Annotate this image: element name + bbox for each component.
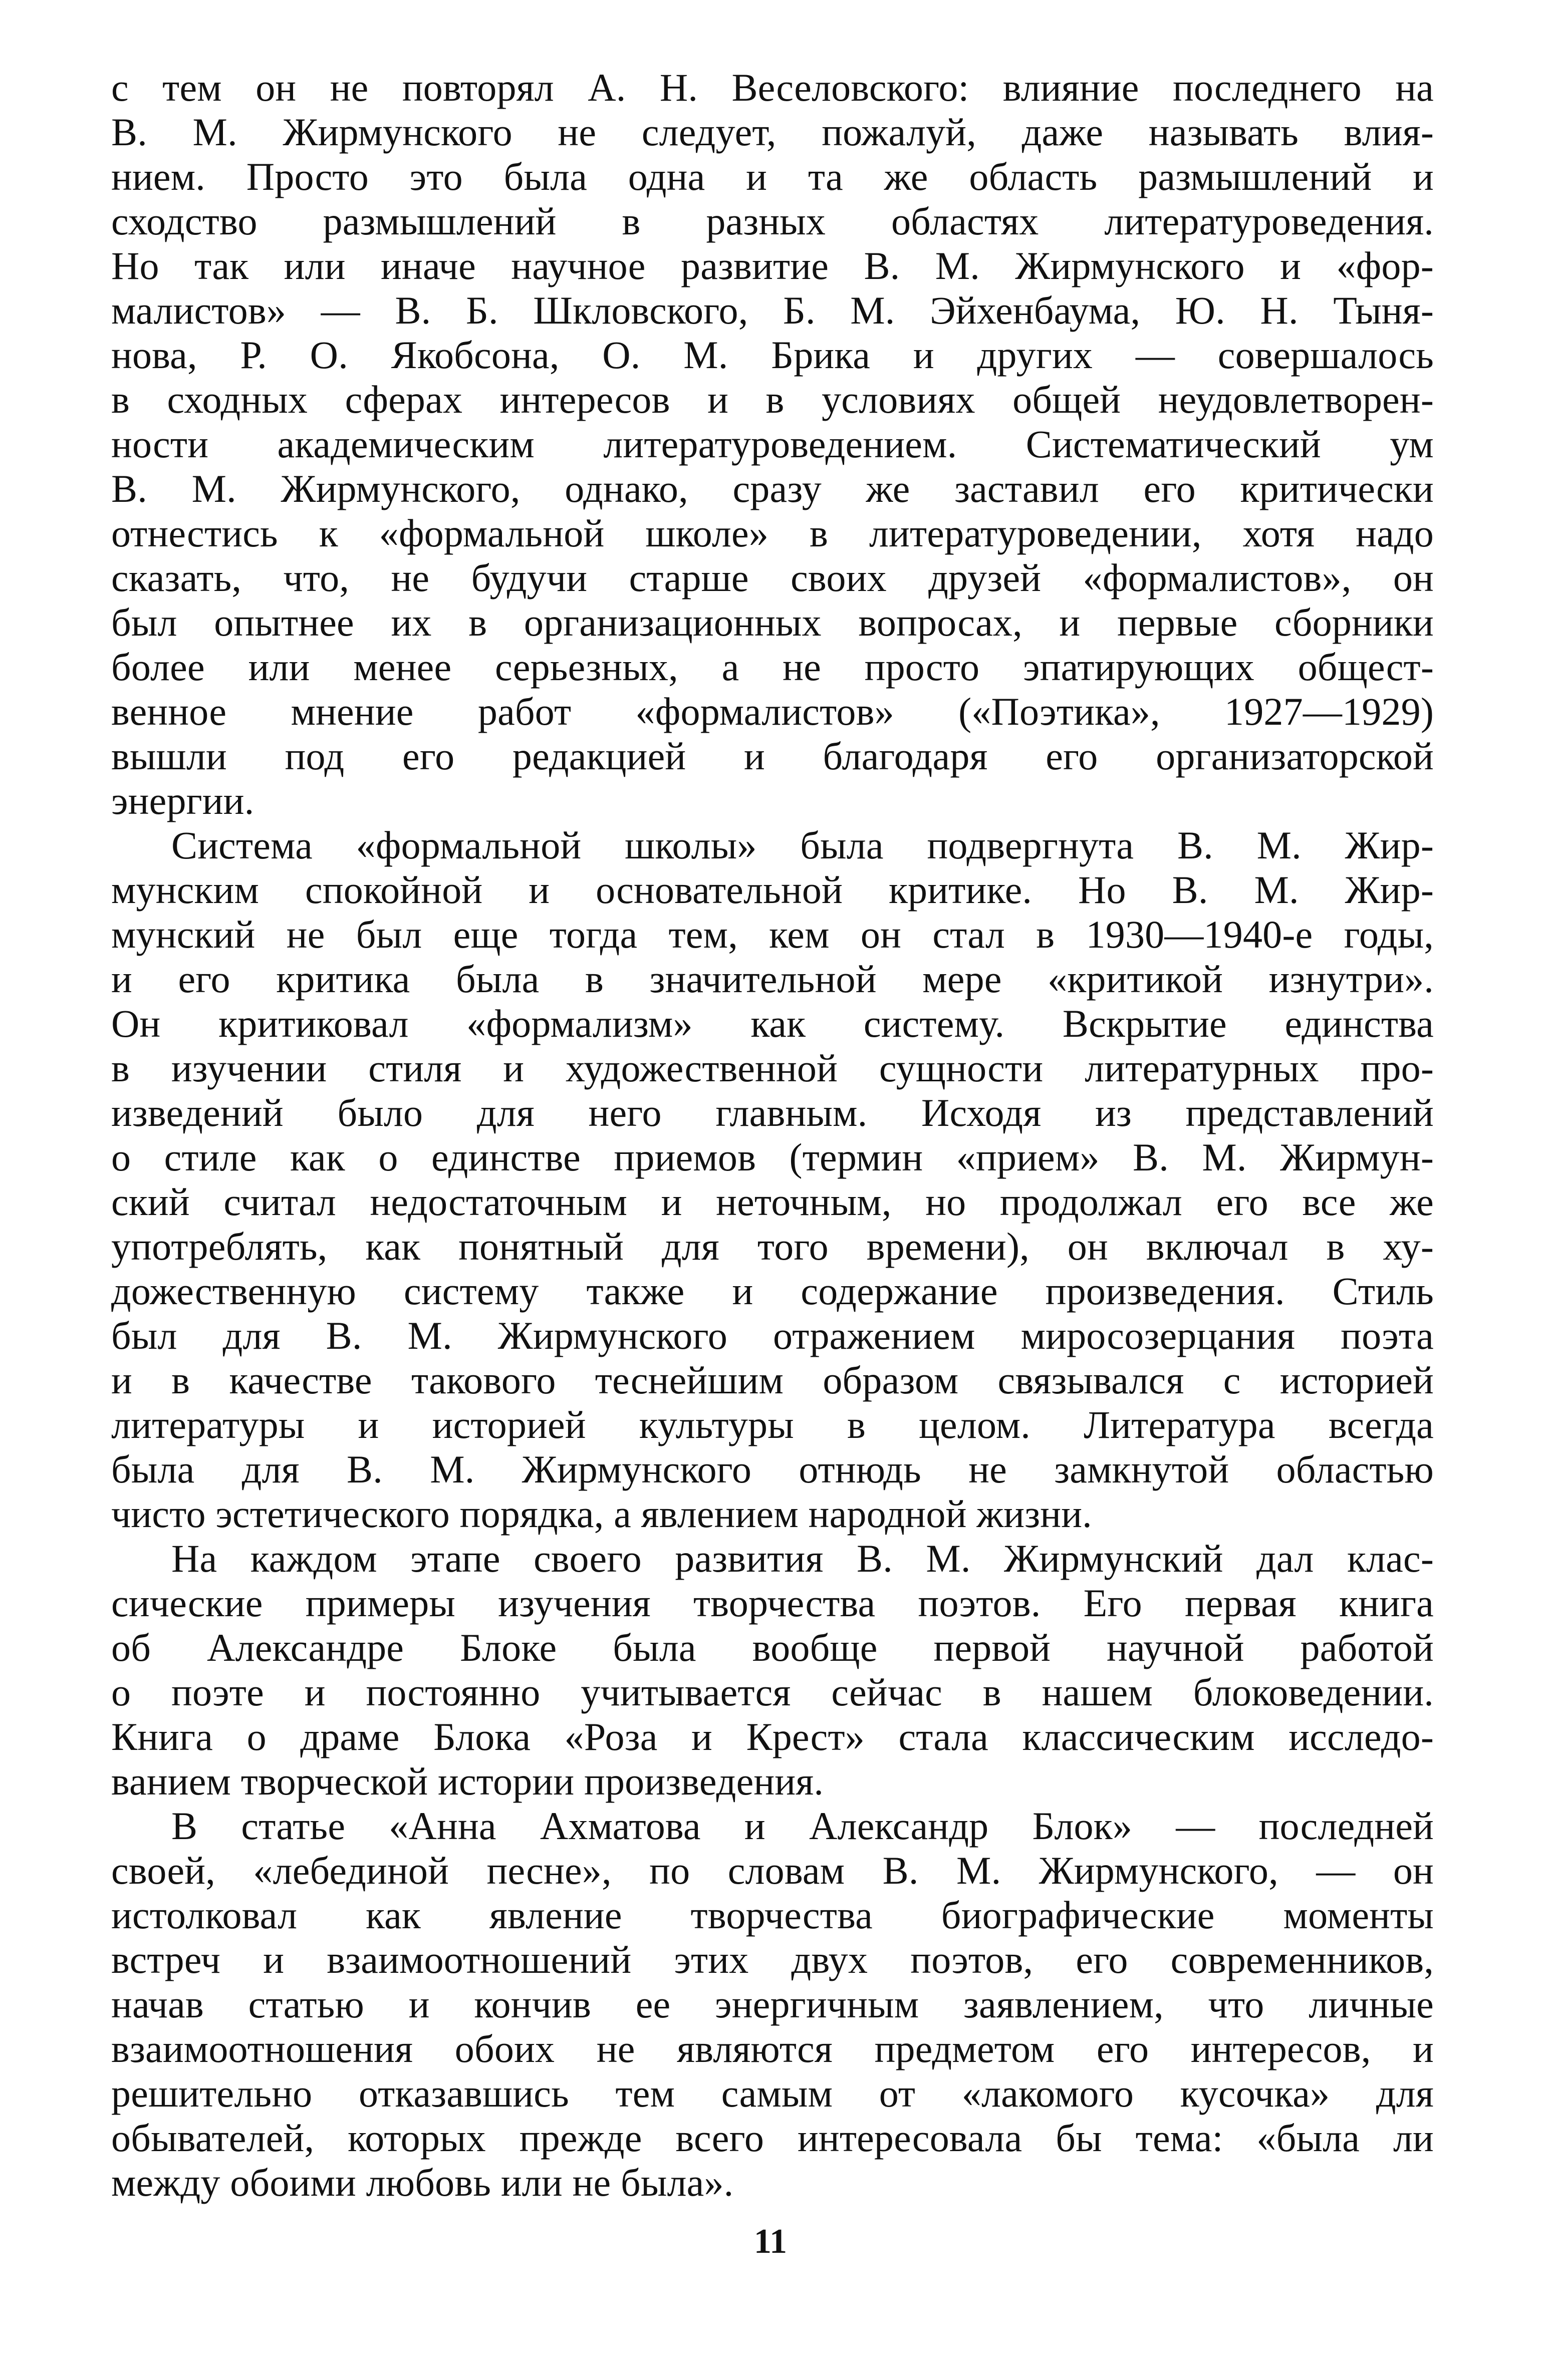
text-line: мунский не был еще тогда тем, кем он стал в 1930—1940-е годы, [111, 913, 1434, 956]
text-line: более или менее серьезных, а не просто эпатирующих общест- [111, 645, 1434, 689]
text-line: употреблять, как понятный для того времени), он включал в ху- [111, 1225, 1434, 1268]
text-line: В. М. Жирмунского, однако, сразу же заставил его критически [111, 467, 1434, 510]
text-line: взаимоотношения обоих не являются предметом его интересов, и [111, 2027, 1434, 2070]
paragraph [111, 823, 1434, 1536]
text-line: об Александре Блоке была вообще первой научной работой [111, 1626, 1434, 1669]
text-line: ности академическим литературоведением. Систематический ум [111, 422, 1434, 466]
text-line: изведений было для него главным. Исходя из представлений [111, 1091, 1434, 1134]
paragraph [111, 1804, 1434, 2205]
text-line: ский считал недостаточным и неточным, но продолжал его все же [111, 1180, 1434, 1224]
text-line: сходство размышлений в разных областях литературоведения. [111, 199, 1434, 243]
text-line: о стиле как о единстве приемов (термин «прием» В. М. Жирмун- [111, 1135, 1434, 1179]
paragraph [111, 1536, 1434, 1804]
text-line: Но так или иначе научное развитие В. М. Жирмунского и «фор- [111, 244, 1434, 287]
text-line: сказать, что, не будучи старше своих друзей «формалистов», он [111, 556, 1434, 600]
text-line: отнестись к «формальной школе» в литературоведении, хотя надо [111, 511, 1434, 555]
text-line: был опытнее их в организационных вопросах, и первые сборники [111, 601, 1434, 644]
text-line: энергии. [111, 779, 254, 822]
text-line: и в качестве такового теснейшим образом связывался с историей [111, 1358, 1434, 1402]
text-line: истолковал как явление творчества биографические моменты [111, 1893, 1434, 1937]
text-line: сические примеры изучения творчества поэтов. Его первая книга [111, 1581, 1434, 1625]
text-line: нова, Р. О. Якобсона, О. М. Брика и других — совершалось [111, 333, 1434, 377]
text-line: с тем он не повторял А. Н. Веселовского: влияние последнего на [111, 66, 1434, 109]
text-line: нием. Просто это была одна и та же область размышлений и [111, 155, 1434, 198]
body-text [111, 65, 1434, 2205]
text-line: в изучении стиля и художественной сущности литературных про- [111, 1046, 1434, 1090]
text-line: В. М. Жирмунского не следует, пожалуй, даже называть влия- [111, 110, 1434, 154]
text-line: была для В. М. Жирмунского отнюдь не замкнутой областью [111, 1447, 1434, 1491]
text-line: о поэте и постоянно учитывается сейчас в нашем блоковедении. [111, 1670, 1434, 1714]
text-line: и его критика была в значительной мере «критикой изнутри». [111, 957, 1434, 1001]
text-line: Книга о драме Блока «Роза и Крест» стала классическим исследо- [111, 1715, 1434, 1758]
text-line: Система «формальной школы» была подвергнута В. М. Жир- [171, 823, 1434, 867]
text-line: дожественную систему также и содержание произведения. Стиль [111, 1269, 1434, 1313]
text-line: литературы и историей культуры в целом. Литература всегда [111, 1403, 1434, 1446]
text-line: обывателей, которых прежде всего интересовала бы тема: «была ли [111, 2116, 1434, 2160]
text-line: в сходных сферах интересов и в условиях общей неудовлетворен- [111, 378, 1434, 421]
text-line: встреч и взаимоотношений этих двух поэтов, его современников, [111, 1938, 1434, 1981]
text-line: между обоими любовь или не была». [111, 2161, 734, 2204]
text-line: своей, «лебединой песне», по словам В. М. Жирмунского, — он [111, 1849, 1434, 1892]
text-line: был для В. М. Жирмунского отражением миросозерцания поэта [111, 1314, 1434, 1357]
text-line: На каждом этапе своего развития В. М. Жирмунский дал клас- [171, 1537, 1434, 1580]
text-line: мунским спокойной и основательной критике. Но В. М. Жир- [111, 868, 1434, 912]
text-line: решительно отказавшись тем самым от «лакомого кусочка» для [111, 2071, 1434, 2115]
text-line: чисто эстетического порядка, а явлением народной жизни. [111, 1492, 1092, 1536]
page-number: 11 [753, 2222, 788, 2261]
paragraph [111, 65, 1434, 823]
text-line: ванием творческой истории произведения. [111, 1759, 824, 1803]
text-line: В статье «Анна Ахматова и Александр Блок» — последней [171, 1804, 1434, 1848]
text-line: начав статью и кончив ее энергичным заявлением, что личные [111, 1982, 1434, 2026]
text-line: малистов» — В. Б. Шкловского, Б. М. Эйхенбаума, Ю. Н. Тыня- [111, 288, 1434, 332]
text-line: Он критиковал «формализм» как систему. Вскрытие единства [111, 1002, 1434, 1045]
text-line: венное мнение работ «формалистов» («Поэтика», 1927—1929) [111, 690, 1434, 733]
text-line: вышли под его редакцией и благодаря его организаторской [111, 734, 1434, 778]
